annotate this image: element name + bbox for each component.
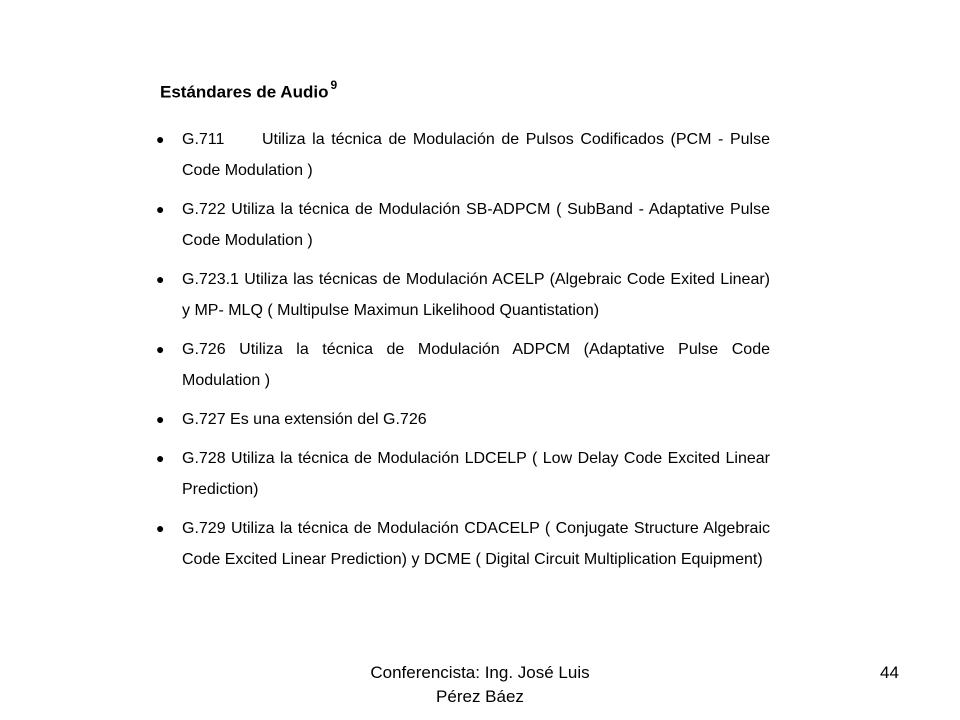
heading-title: Estándares de Audio — [160, 82, 329, 102]
bullet-icon: ● — [156, 201, 165, 217]
standard-description: Utiliza la técnica de Modulación SB-ADPCM ( SubBand - Adaptative Pulse Code Modulation ) — [182, 201, 770, 249]
standard-code: G.727 — [182, 411, 226, 428]
author-line-1: Conferencista: Ing. José Luis — [370, 663, 590, 682]
list-item — [153, 124, 770, 186]
list-item — [153, 334, 770, 396]
bullet-icon: ● — [156, 520, 165, 536]
bullet-icon: ● — [156, 271, 165, 287]
standard-code: G.728 — [182, 450, 226, 467]
bullet-icon: ● — [156, 450, 165, 466]
heading-footnote: 9 — [330, 78, 338, 92]
standard-description: Utiliza la técnica de Modulación de Pulsos Codificados (PCM - Pulse Code Modulation ) — [182, 131, 770, 179]
list-item — [153, 194, 770, 256]
standard-code: G.711 — [182, 131, 225, 148]
bullet-icon: ● — [156, 341, 165, 357]
standard-description: Utiliza la técnica de Modulación LDCELP ( Low Delay Code Excited Linear Prediction) — [182, 450, 770, 498]
list-item — [153, 443, 770, 505]
list-item — [153, 404, 770, 435]
bullet-icon: ● — [156, 131, 165, 147]
standard-code: G.726 — [182, 341, 226, 358]
standards-list — [153, 124, 770, 583]
standard-code: G.723.1 — [182, 271, 239, 288]
bullet-icon: ● — [156, 411, 165, 427]
standard-description: Es una extensión del G.726 — [230, 411, 427, 428]
list-item — [153, 264, 770, 326]
page-number: 44 — [880, 663, 899, 682]
list-item — [153, 513, 770, 575]
standard-code: G.729 — [182, 520, 226, 537]
standard-description: Utiliza la técnica de Modulación CDACELP ( Conjugate Structure Algebraic Code Excited Linear Prediction) y DCME ( Digital Circuit Multiplication Equipment) — [182, 520, 771, 568]
standard-code: G.722 — [182, 201, 226, 218]
footer-author — [330, 661, 630, 709]
slide-heading — [160, 80, 337, 103]
standard-description: Utiliza las técnicas de Modulación ACELP (Algebraic Code Exited Linear) y MP- MLQ ( Multipulse Maximun Likelihood Quantistation) — [182, 271, 770, 319]
author-line-2: Pérez Báez — [436, 687, 524, 706]
standard-description: Utiliza la técnica de Modulación ADPCM (Adaptative Pulse Code Modulation ) — [182, 341, 770, 389]
